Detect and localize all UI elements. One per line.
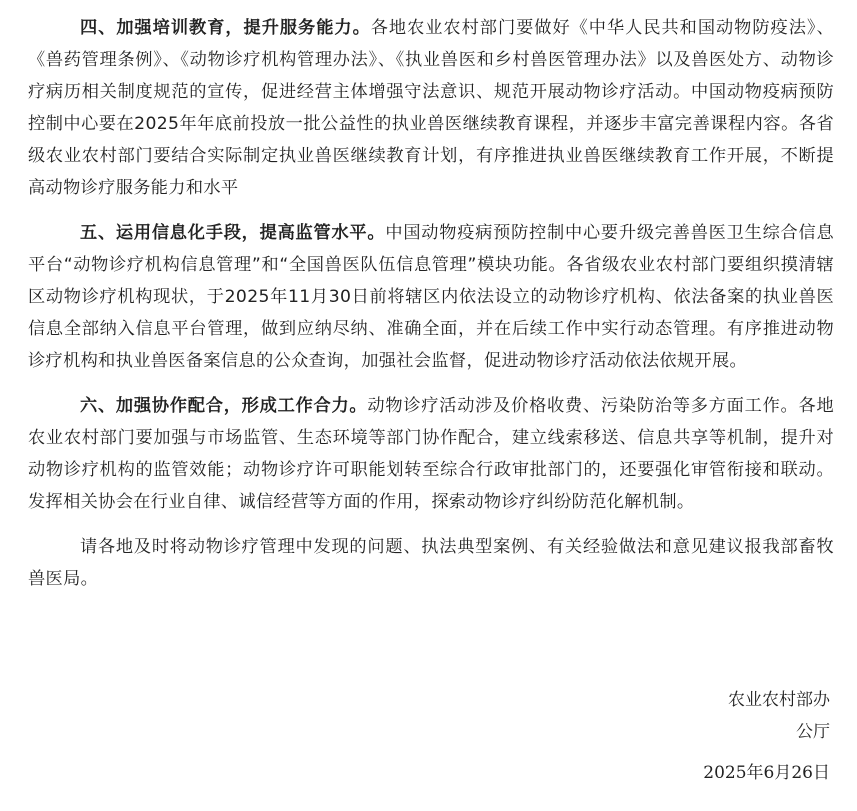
issuer-signature bbox=[728, 684, 830, 748]
paragraph-text: 动物诊疗活动涉及价格收费、污染防治等多方面工作。各地农业农村部门要加强与市场监管、生态环境等部门协作配合，建立线索移送、信息共享等机制，提升对动物诊疗机构的监管效能；动物诊疗许可职能划转至综合行政审批部门的，还要强化审管衔接和联动。发挥相关协会在行业自律、诚信经营等方面的作用，探索动物诊疗纠纷防范化解机制。 bbox=[28, 396, 834, 512]
paragraph-closing bbox=[28, 531, 834, 595]
paragraph-heading: 六、加强协作配合，形成工作合力。 bbox=[80, 396, 368, 416]
paragraph-informatization bbox=[28, 217, 834, 377]
paragraph-heading: 五、运用信息化手段，提高监管水平。 bbox=[80, 223, 386, 243]
paragraph-text: 各地农业农村部门要做好《中华人民共和国动物防疫法》、《兽药管理条例》、《动物诊疗机构管理办法》、《执业兽医和乡村兽医管理办法》以及兽医处方、动物诊疗病历相关制度规范的宣传，促进经营主体增强守法意识、规范开展动物诊疗活动。中国动物疫病预防控制中心要在2025年年底前投放一批公益性的执业兽医继续教育课程，并逐步丰富完善课程内容。各省级农业农村部门要结合实际制定执业兽医继续教育计划，有序推进执业兽医继续教育工作开展，不断提高动物诊疗服务能力和水平 bbox=[28, 18, 834, 198]
paragraph-cooperation bbox=[28, 390, 834, 518]
paragraph-heading: 四、加强培训教育，提升服务能力。 bbox=[80, 18, 371, 38]
document-body bbox=[28, 12, 834, 608]
issuer-line-1: 农业农村部办 bbox=[728, 690, 830, 710]
paragraph-text: 中国动物疫病预防控制中心要升级完善兽医卫生综合信息平台“动物诊疗机构信息管理”和“全国兽医队伍信息管理”模块功能。各省级农业农村部门要组织摸清辖区动物诊疗机构现状，于2025年11月30日前将辖区内依法设立的动物诊疗机构、依法备案的执业兽医信息全部纳入信息平台管理，做到应纳尽纳、准确全面，并在后续工作中实行动态管理。有序推进动物诊疗机构和执业兽医备案信息的公众查询，加强社会监督，促进动物诊疗活动依法依规开展。 bbox=[28, 223, 834, 371]
issuer-line-2: 公厅 bbox=[796, 722, 830, 742]
issue-date: 2025年6月26日 bbox=[703, 763, 830, 783]
paragraph-text: 请各地及时将动物诊疗管理中发现的问题、执法典型案例、有关经验做法和意见建议报我部畜牧兽医局。 bbox=[28, 537, 834, 589]
paragraph-training bbox=[28, 12, 834, 204]
